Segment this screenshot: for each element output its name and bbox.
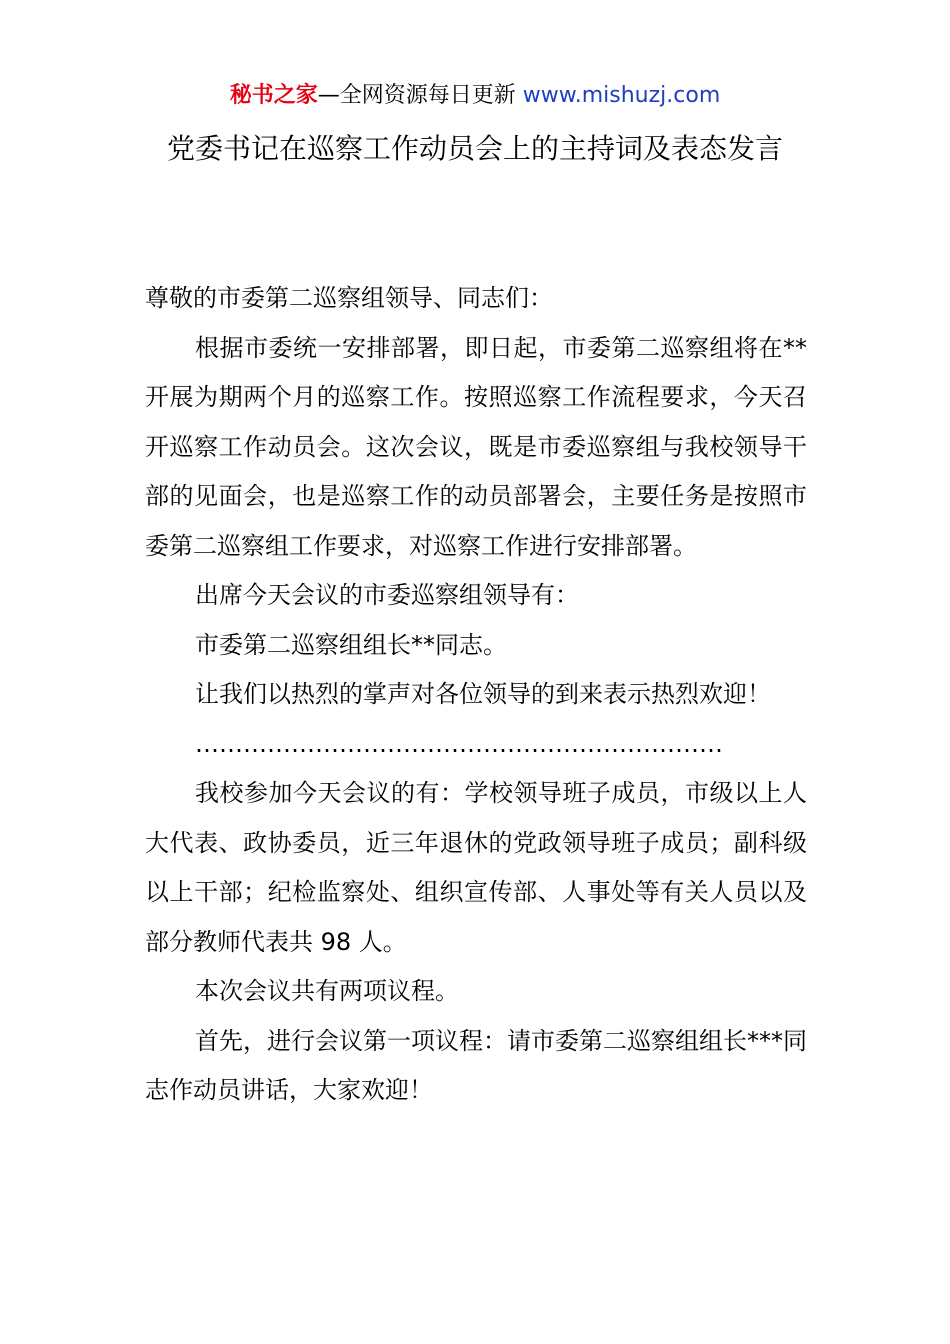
- ellipsis-separator: …………………………………………………………: [195, 729, 723, 758]
- site-header: [0, 80, 950, 112]
- paragraph-welcome: 让我们以热烈的掌声对各位领导的到来表示热烈欢迎！: [195, 680, 771, 708]
- brand-name: 秘书之家: [229, 83, 318, 108]
- paragraph-agenda-count: 本次会议共有两项议程。: [195, 977, 459, 1005]
- salutation: 尊敬的市委第二巡察组领导、同志们：: [145, 284, 553, 312]
- document-title: 党委书记在巡察工作动员会上的主持词及表态发言: [166, 132, 783, 165]
- paragraph-participants: 我校参加今天会议的有：学校领导班子成员，市级以上人大代表、政协委员，近三年退休的党政领导班子成员；副科级以上干部；纪检监察处、组织宣传部、人事处等有关人员以及部分教师代表共 98 人。: [145, 779, 807, 956]
- paragraph-attending-leaders: 出席今天会议的市委巡察组领导有：: [195, 581, 579, 609]
- paragraph-arrangement: 根据市委统一安排部署，即日起，市委第二巡察组将在**开展为期两个月的巡察工作。按照巡察工作流程要求，今天召开巡察工作动员会。这次会议，既是市委巡察组与我校领导干部的见面会，也是巡察工作的动员部署会，主要任务是按照市委第二巡察组工作要求，对巡察工作进行安排部署。: [145, 333, 807, 560]
- paragraph-first-agenda: 首先，进行会议第一项议程：请市委第二巡察组组长***同志作动员讲话，大家欢迎！: [145, 1026, 807, 1104]
- site-tagline: —全网资源每日更新: [317, 83, 523, 108]
- document-body: [145, 274, 807, 1116]
- paragraph-group-leader: 市委第二巡察组组长**同志。: [195, 630, 507, 659]
- site-url[interactable]: www.mishuzj.com: [522, 83, 721, 108]
